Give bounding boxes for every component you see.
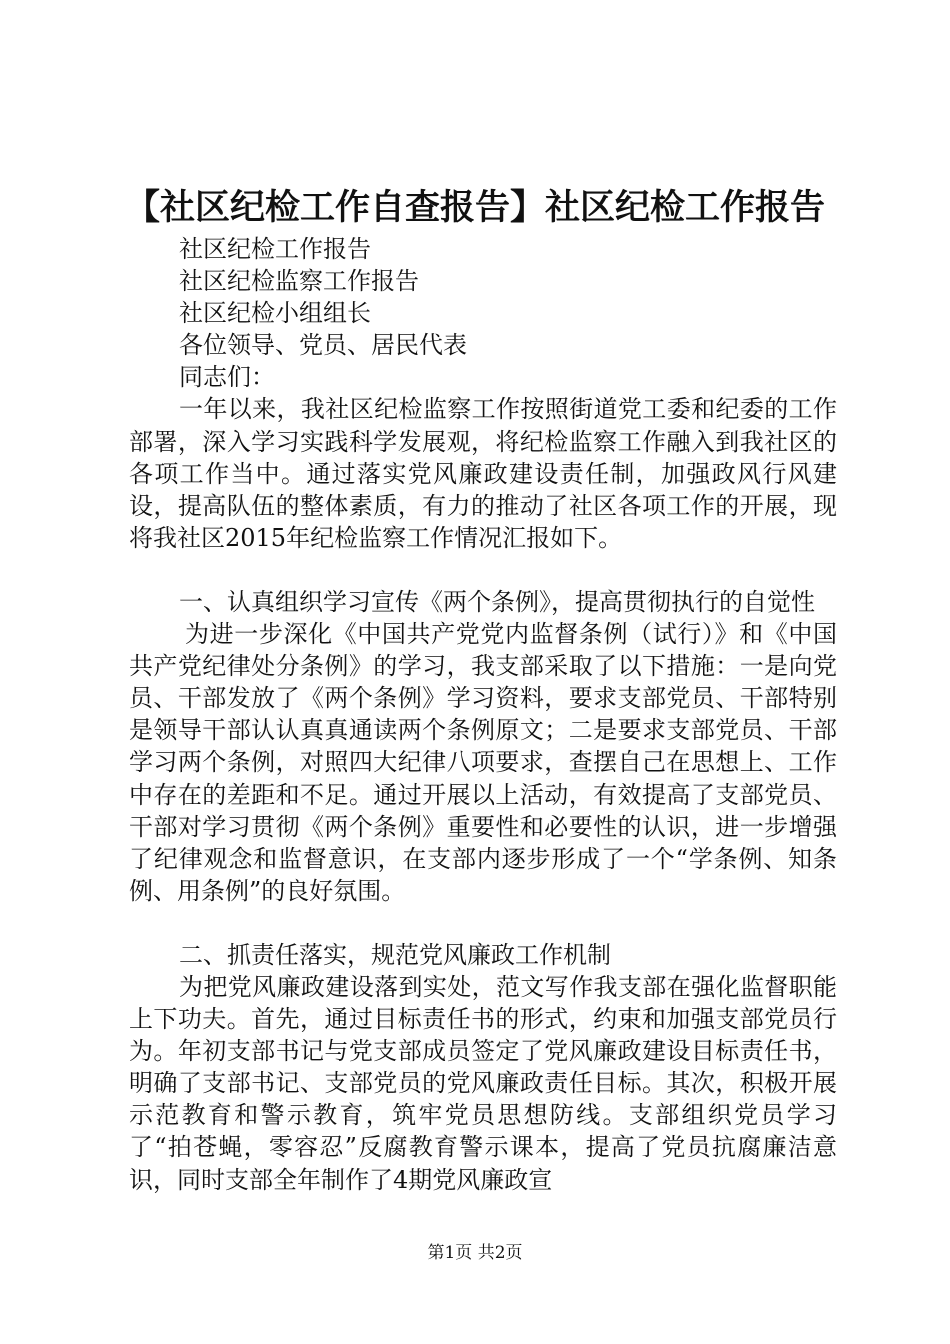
section-1-heading: 一、认真组织学习宣传《两个条例》，提高贯彻执行的自觉性 — [179, 587, 815, 616]
salutation: 同志们： — [179, 363, 275, 392]
section-2-paragraph: 为把党风廉政建设落到实处，范文写作我支部在强化监督职能上下功夫。首先，通过目标责任书的形式，约束和加强支部党员行为。年初支部书记与党支部成员签定了党风廉政建设目标责任书，明确了支部书记、支部党员的党风廉政责任目标。其次，积极开展示范教育和警示教育，筑牢党员思想防线。支部组织党员学习了“拍苍蝇，零容忍”反腐教育警示课本，提高了党员抗腐廉洁意识，同时支部全年制作了4期党风廉政宣 — [129, 972, 837, 1194]
header-line-3: 社区纪检小组组长 — [179, 299, 371, 328]
document-body — [129, 233, 837, 1196]
page-footer: 第1页 共2页 — [427, 1243, 523, 1263]
header-line-4: 各位领导、党员、居民代表 — [179, 331, 467, 360]
header-line-2: 社区纪检监察工作报告 — [179, 267, 419, 296]
intro-paragraph: 一年以来，我社区纪检监察工作按照街道党工委和纪委的工作部署，深入学习实践科学发展观，将纪检监察工作融入到我社区的各项工作当中。通过落实党风廉政建设责任制，加强政风行风建设，提高队伍的整体素质，有力的推动了社区各项工作的开展，现将我社区2015年纪检监察工作情况汇报如下。 — [129, 395, 837, 552]
paragraph-gap — [129, 554, 837, 586]
section-1-paragraph: 为进一步深化《中国共产党党内监督条例（试行）》和《中国共产党纪律处分条例》的学习，我支部采取了以下措施：一是向党员、干部发放了《两个条例》学习资料，要求支部党员、干部特别是领导干部认认真真通读两个条例原文；二是要求支部党员、干部学习两个条例，对照四大纪律八项要求，查摆自己在思想上、工作中存在的差距和不足。通过开展以上活动，有效提高了支部党员、干部对学习贯彻《两个条例》重要性和必要性的认识，进一步增强了纪律观念和监督意识，在支部内逐步形成了一个“学条例、知条例、用条例”的良好氛围。 — [129, 620, 837, 905]
header-line-1: 社区纪检工作报告 — [179, 235, 371, 263]
paragraph-gap — [129, 907, 837, 939]
section-2-heading: 二、抓责任落实，规范党风廉政工作机制 — [179, 940, 611, 969]
document-title: 【社区纪检工作自查报告】社区纪检工作报告 — [124, 187, 825, 228]
